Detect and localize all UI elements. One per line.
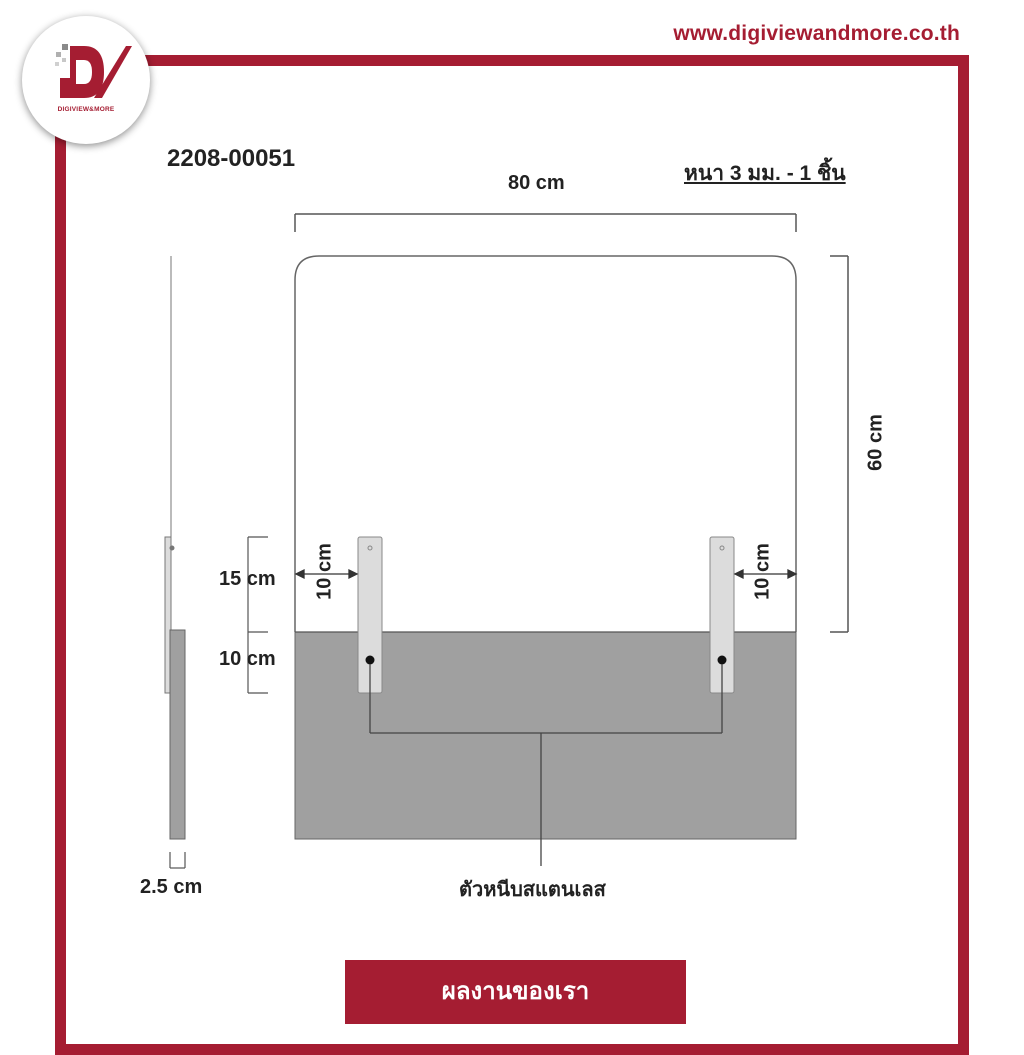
width-dimension-line [295, 214, 796, 232]
right-clip-offset-label: 10 cm [751, 543, 774, 600]
base-depth-label: 2.5 cm [140, 876, 203, 898]
width-label: 80 cm [508, 172, 565, 194]
product-code: 2208-00051 [167, 145, 296, 172]
height-label: 60 cm [864, 414, 887, 471]
right-clip-bolt [718, 656, 727, 665]
height-dimension-line [830, 256, 848, 632]
side-view [165, 256, 185, 839]
our-work-button[interactable]: ผลงานของเรา [345, 960, 686, 1024]
logo-wordmark: DIGIVIEW&MORE [57, 106, 115, 113]
clip-label: ตัวหนีบสแตนเลส [459, 879, 606, 901]
website-url[interactable]: www.digiviewandmore.co.th [673, 22, 960, 45]
base-depth-dimension-line [170, 852, 185, 868]
left-clip-bolt [366, 656, 375, 665]
thickness-note: หนา 3 มม. - 1 ชิ้น [684, 162, 846, 185]
upper-section-label: 15 cm [219, 568, 276, 590]
left-clip-offset-label: 10 cm [313, 543, 336, 600]
lower-section-label: 10 cm [219, 648, 276, 670]
